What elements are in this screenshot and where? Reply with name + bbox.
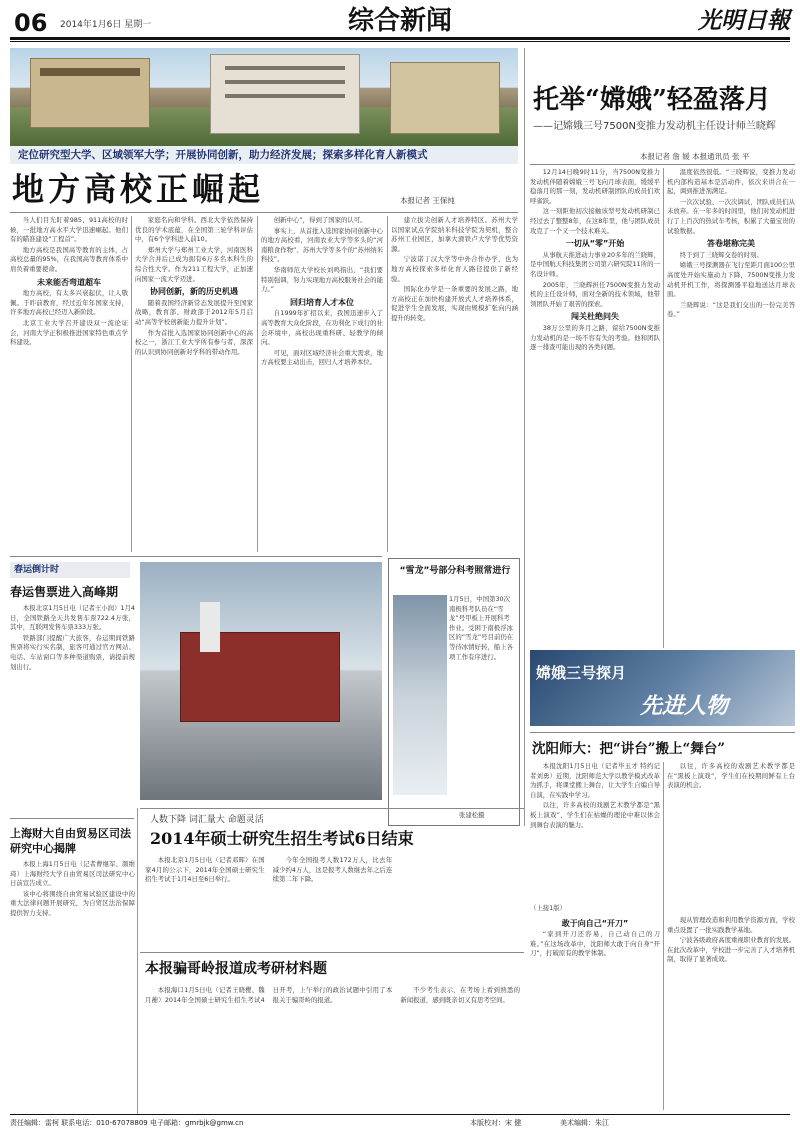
grad-headline: 2014年硕士研究生招生考试6日结束 [150, 829, 414, 848]
spring-body: 本报北京1月5日电（记者王小润）1月4日，全国铁路全天共发售车票722.4万张，其中，互联网发售车票333万张。 铁路部门提醒广大旅客，春运期间铁路售票将实行实名制，旅客可通过官方网站、电话、车站窗口等多种渠道购票，请提前规划出行。 [10, 604, 135, 671]
change-banner-subtitle: 先进人物 [640, 693, 729, 719]
ftz-headline: 上海财大自由贸易区司法研究中心揭牌 [10, 827, 131, 855]
change-subheading-3: 答卷堪称完美 [707, 239, 755, 249]
shenyang-headline: 沈阳师大：把“讲台”搬上“舞台” [532, 741, 726, 757]
continued-note: （上接1版） [530, 904, 567, 912]
xuelong-box [388, 558, 520, 826]
change-subheading-1: 一切从“零”开始 [565, 239, 625, 249]
header-rule-thin [10, 41, 790, 42]
feature-subheading-2: 协同创新，新的历史机遇 [150, 287, 238, 297]
change-column-2: 温度依然很低。“三晓辉说，变推力发动机内部构造基本是活动件，依次来讲合在一起，调到推进剂满足。 一次次试验、一次次调试，团队成员们从未放弃。在一年多的时间里，他们对发动机进行了上百次的热试车考核，积累了大量宝贵的试验数据。 答卷堪称完美 终于到了三晓辉交卷的时刻。 嫦娥三号探测器在飞行至距月面100公里高度处开始实施动力下降，7500N变推力发动机开机工作，将探测器平稳地送达月球表面。 兰晓辉说：“这是我们交出的一份完美答卷。” [667, 168, 795, 319]
header-rule [10, 37, 790, 40]
shenyang-body-4: 现从管理改造和利用教学资源方面，学校重点设置了一批实践教学基地。 宁波各级政府高度重视职业教育的发展。在此次改革中，学校进一步完善了人才培养机制，取得了显著成效。 [667, 916, 795, 964]
feature-subheading-1: 未来能否弯道超车 [37, 277, 101, 287]
footer-proofreader: 本版校对：宋 健 [470, 1119, 522, 1127]
ftz-body: 本报上海1月5日电（记者曹继军、颜维琦）上海财经大学自由贸易区司法研究中心日前宣告成立。 该中心将围绕自由贸易试验区建设中的重大法律问题开展研究，为自贸区法治保障提供智力支持。 [10, 860, 135, 917]
spring-headline: 春运售票进入高峰期 [10, 585, 119, 599]
campus-photo [10, 48, 518, 146]
change-banner-title: 嫦娥三号探月 [536, 664, 627, 682]
xuelong-photo [393, 595, 447, 795]
change-subheading-2: 闯关杜绝问失 [571, 312, 619, 322]
fraud-headline: 本报骗哥岭报道成考研材料题 [145, 961, 327, 977]
newspaper-logo: 光明日報 [698, 7, 790, 34]
feature-column-2: 家庭名向和学科。西北大学依然保持优良的学术底蕴，在全国第三轮学科评估中，有6个学科进入前10。 郑州大学与郑州工业大学，河南医科大学合并后已成为拥有6万多名本科生的综合性大学。作为211工程大学，正加速向国家一流大学迈进。 协同创新，新的历史机遇 随着我国经济新常态发展提升至国家战略，教育部、财政部于2012年5月启动“高等学校创新能力提升计划”。 作为首批入选国家协同创新中心的高校之一，浙江工业大学所有参与者，深深的认识到协同创新对学科的带动作用。 [135, 216, 253, 356]
xuelong-title: “雪龙”号部分科考照常进行 [399, 566, 511, 576]
feature-headline: 地方高校正崛起 [12, 170, 265, 208]
shenyang-body-1: 本报沈阳1月5日电（记者毕玉才 特约记者刘勇）近期，沈阳师范大学以教学模式改革为抓手，将课堂搬上舞台，让大学生自编自导自演，在实践中学习。 以往，许多高校的戏剧艺术教学都是“黑板上演戏”，学生们在枯燥的理论中难以体会到舞台表演的魅力。 [530, 762, 660, 829]
footer-designer: 美术编辑：朱江 [560, 1119, 609, 1127]
page-number: 06 [14, 9, 48, 37]
ship-photo [140, 562, 382, 800]
feature-column-4: 建立拔尖创新人才培养特区。苏州大学以国家试点学院纳米科技学院为契机，整合苏州工业园区，加拿大滑铁卢大学等优势资源。 宁波诺丁汉大学等中外合作办学，也为地方高校探索多样化育人路径提供了新经验。 国际化办学是一条重要的发展之路，地方高校正在加快构建开放式人才培养体系，促进学生全面发展，实现由规模扩张向内涵提升的转变。 [391, 216, 518, 322]
change-byline: 本报记者 詹 媛 本报通讯员 张 平 [640, 152, 750, 161]
change-headline: 托举“嫦娥”轻盈落月 [533, 85, 771, 115]
change-column-1: 12月14日晚9时11分，当7500N变推力发动机伴随着嫦娥三号飞向月球表面，缓缓平稳落月的那一刻，发动机研制团队的成员们欢呼雀跃。 这一刻距他初次接触该型号发动机研制已经过去了整整8年，在这8年里，他与团队成员攻克了一个又一个技术难关。 一切从“零”开始 从事航天推进动力事业20多年的兰晓辉，是中国航天科技集团公司第六研究院11所的一名设计师。 2005年，兰晓辉担任7500N变推力发动机的主任设计师，面对全新的技术领域，他带领团队开始了艰苦的探索。 闯关杜绝问失 38万公里的奔月之路，留给7500N变推力发动机的是一场不容有失的考验。他和团队逐一排查可能出现的各类问题。 [530, 168, 660, 352]
feature-byline: 本报记者 王保纯 [400, 196, 455, 205]
feature-column-3: 创新中心”，得到了国家的认可。 事实上，从首批入选国家协同创新中心的地方高校看，河南农业大学等多头的“河南粮食作物”、苏州大学等多个的“苏州纳米科技”。 华南师范大学校长刘鸣指出，“我们要特别强调，努力实现地方高校服务社会的能力。” 回归培育人才本位 自1999年扩招以来，我国迅速步入了高等教育大众化阶段，在功利化下成行的社会环境中，高校出现重科研、轻教学的倾向。 可见，面对区域经济社会重大需求，地方高校要主动出击，回归人才培养本位。 [261, 216, 383, 367]
grad-kicker: 人数下降 词汇量大 命题灵活 [150, 815, 264, 825]
shenyang-body-3: “家到开刀还容易，自己动自己的刀难。”在这场改革中，沈阳师大敢于向自身“开刀”，打破原有的教学体制。 [530, 930, 660, 958]
section-title: 综合新闻 [347, 6, 452, 36]
spring-label: 春运倒计时 [10, 562, 130, 578]
xuelong-photographer: 张建松摄 [459, 811, 485, 819]
shenyang-subheading: 敢于向自己“开刀” [561, 919, 629, 928]
feature-subheading-3: 回归培育人才本位 [290, 297, 354, 307]
change-subtitle: ——记嫦娥三号7500N变推力发动机主任设计师兰晓辉 [533, 121, 776, 132]
shenyang-body-2: 以往，许多高校的戏剧艺术教学都是在“黑板上演戏”，学生们在校期间鲜有上台表演的机会。 [667, 762, 795, 790]
grad-body: 本报北京1月5日电（记者邓晖）在国家4月的公示下，2014年全国硕士研究生招生考试于1月4日至6日举行。 今年全国报考人数172万人，比去年减少约4万人，这是报考人数继去年之后连续第二年下降。 [145, 856, 393, 884]
xuelong-text: 1月5日，中国第30次南极科考队员在“雪龙”号甲板上开展科考作业。受困于南极浮冰区的“雪龙”号目前仍在等待冰情好转，船上各项工作有序进行。 [449, 595, 514, 661]
feature-photo-caption: 定位研究型大学、区域领军大学；开展协同创新，助力经济发展；探索多样化育人新模式 [10, 146, 518, 164]
feature-column-1: 当人们目光盯着985、911高校的时候，一批地方高水平大学迅速崛起。他们有的瞄准建设“工程首”。 地方高校是我国高等教育的主体，占高校总量的95%，在我国高等教育体系中肩负着重要使命。 未来能否弯道超车 地方高校，有太多兴衰起伏，让人敬佩。于昨前教育，经过近年年国家支持，许多地方高校已经迈入新阶段。 北京工业大学召开建设双一流论证会，河南大学正积极推进国家特色重点学科建设。 [10, 216, 128, 347]
fraud-body: 本报海口1月5日电（记者王晓樱、魏月蘅）2014年全国硕士研究生招生考试4日开考，上午举行的政治试题中引用了本报关于骗哥岭的报道。 不少考生表示，在考场上看到熟悉的新闻报道，感到既亲切又有思考空间。 [145, 986, 520, 1004]
change-banner-photo [530, 650, 795, 726]
footer-editors: 责任编辑：雷柯 联系电话：010-67078809 电子邮箱：gmrbjk@gmw.cn [10, 1119, 244, 1127]
issue-date: 2014年1月6日 星期一 [60, 20, 152, 30]
